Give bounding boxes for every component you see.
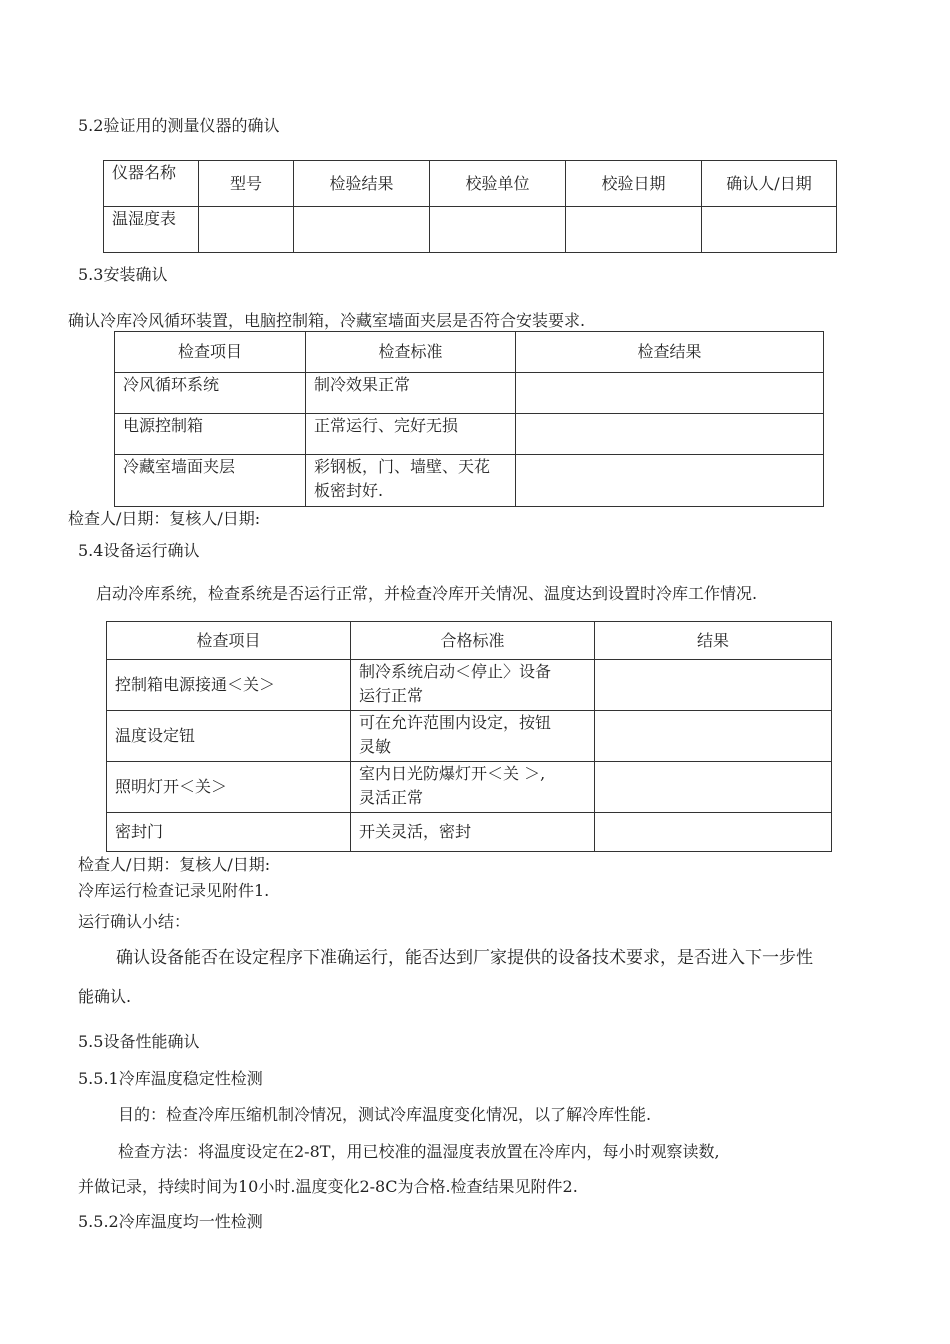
section-5-3-intro: 确认冷库冷风循环装置，电脑控制箱，冷藏室墙面夹层是否符合安装要求.	[68, 311, 586, 330]
table-header: 检验结果	[294, 161, 430, 207]
installation-table	[114, 331, 824, 507]
section-5-4-intro: 启动冷库系统，检查系统是否运行正常，并检查冷库开关情况、温度达到设置时冷库工作情况.	[96, 584, 758, 603]
table-cell	[702, 207, 837, 253]
cell-line: 制冷系统启动＜停止〉设备	[359, 662, 552, 681]
table-cell	[199, 207, 294, 253]
table-cell	[430, 207, 566, 253]
table-cell	[516, 373, 824, 414]
purpose-text: 目的：检查冷库压缩机制冷情况，测试冷库温度变化情况，以了解冷库性能.	[118, 1105, 652, 1124]
section-5-5-2-heading: 5.5.2冷库温度均一性检测	[78, 1212, 263, 1231]
table-cell: 冷风循环系统	[115, 373, 306, 414]
table-cell	[595, 711, 832, 762]
cell-line: 运行正常	[359, 686, 424, 705]
table-header: 仪器名称	[104, 161, 199, 207]
table-cell: 正常运行、完好无损	[306, 414, 516, 455]
cell-line: 灵敏	[359, 737, 392, 756]
table-cell	[351, 762, 595, 813]
table-cell	[351, 711, 595, 762]
table-cell: 温湿度表	[104, 207, 199, 253]
table-header: 检查项目	[115, 332, 306, 373]
attachment-note: 冷库运行检查记录见附件1.	[78, 881, 270, 900]
table-cell: 电源控制箱	[115, 414, 306, 455]
section-5-4-heading: 5.4设备运行确认	[78, 541, 200, 560]
cell-line: 灵活正常	[359, 788, 424, 807]
table-header: 校验日期	[566, 161, 702, 207]
table-cell	[595, 660, 832, 711]
table-header: 合格标准	[351, 622, 595, 660]
table-cell: 密封门	[107, 813, 351, 852]
section-5-3-heading: 5.3安装确认	[78, 265, 168, 284]
summary-text-line1: 确认设备能否在设定程序下准确运行，能否达到厂家提供的设备技术要求，是否进入下一步性	[116, 948, 813, 968]
table-header: 校验单位	[430, 161, 566, 207]
table-cell: 制冷效果正常	[306, 373, 516, 414]
table-cell	[595, 762, 832, 813]
table-cell: 开关灵活，密封	[351, 813, 595, 852]
table-header: 结果	[595, 622, 832, 660]
signoff-5-4: 检查人/日期：复核人/日期:	[78, 855, 271, 874]
table-cell	[516, 414, 824, 455]
table-cell: 冷藏室墙面夹层	[115, 455, 306, 507]
table-header: 型号	[199, 161, 294, 207]
table-header: 检查标准	[306, 332, 516, 373]
section-5-2-heading: 5.2验证用的测量仪器的确认	[78, 116, 280, 135]
method-text-line2: 并做记录，持续时间为10小时.温度变化2-8C为合格.检查结果见附件2.	[78, 1177, 578, 1196]
method-text-line1: 检查方法：将温度设定在2-8T，用已校准的温湿度表放置在冷库内，每小时观察读数,	[118, 1142, 720, 1161]
table-cell	[351, 660, 595, 711]
instrument-table	[103, 160, 837, 253]
signoff-5-3: 检查人/日期：复核人/日期:	[68, 509, 261, 528]
cell-line: 室内日光防爆灯开＜关 ＞,	[359, 764, 546, 783]
table-cell	[566, 207, 702, 253]
table-cell: 照明灯开＜关＞	[107, 762, 351, 813]
table-cell	[516, 455, 824, 507]
table-header: 检查结果	[516, 332, 824, 373]
section-5-5-heading: 5.5设备性能确认	[78, 1032, 200, 1051]
table-cell	[294, 207, 430, 253]
table-cell: 控制箱电源接通＜关＞	[107, 660, 351, 711]
table-header: 确认人/日期	[702, 161, 837, 207]
summary-text-line2: 能确认.	[78, 987, 132, 1006]
operation-table	[106, 621, 832, 852]
table-cell	[595, 813, 832, 852]
cell-line: 板密封好.	[314, 481, 384, 500]
cell-line: 彩钢板，门、墙壁、天花	[314, 457, 491, 476]
table-cell	[306, 455, 516, 507]
cell-line: 可在允许范围内设定，按钮	[359, 713, 552, 732]
table-header: 检查项目	[107, 622, 351, 660]
table-cell: 温度设定钮	[107, 711, 351, 762]
section-5-5-1-heading: 5.5.1冷库温度稳定性检测	[78, 1069, 263, 1088]
summary-title: 运行确认小结：	[78, 912, 191, 931]
